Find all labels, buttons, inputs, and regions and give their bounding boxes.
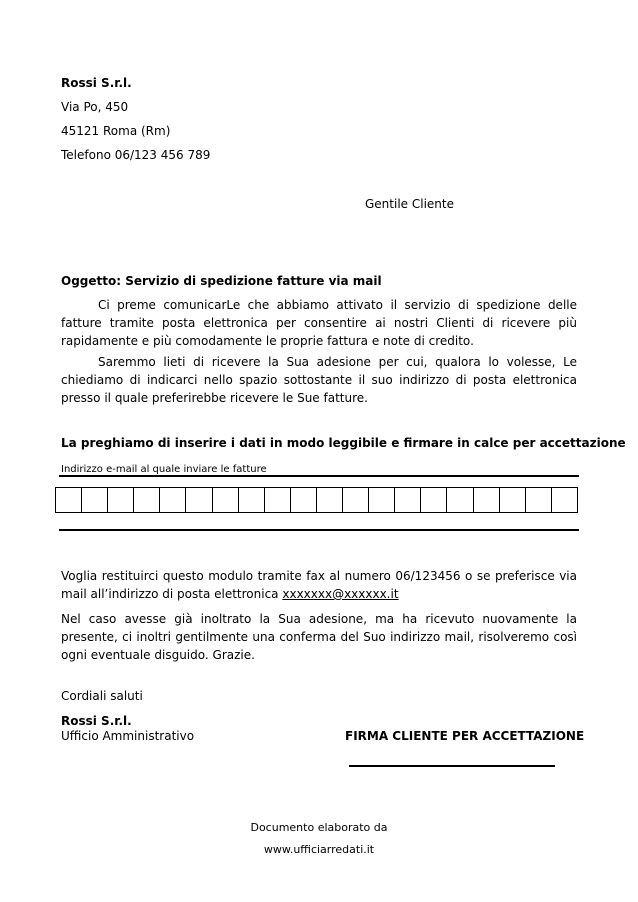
email-character-box[interactable] [500, 488, 526, 512]
email-character-box[interactable] [474, 488, 500, 512]
email-character-box[interactable] [239, 488, 265, 512]
closing-paragraph-2 [61, 610, 577, 664]
sender-company: Rossi S.r.l. [61, 76, 132, 90]
email-character-box[interactable] [82, 488, 108, 512]
recipient-salutation: Gentile Cliente [365, 197, 454, 211]
email-character-box[interactable] [160, 488, 186, 512]
email-field-label: Indirizzo e-mail al quale inviare le fatture [61, 464, 267, 475]
email-label-underline [59, 475, 579, 477]
email-character-box[interactable] [291, 488, 317, 512]
email-character-boxes[interactable] [55, 487, 578, 513]
signature-label: FIRMA CLIENTE PER ACCETTAZIONE [345, 729, 585, 743]
form-instruction: La preghiamo di inserire i dati in modo leggibile e firmare in calce per accettazione [61, 436, 626, 450]
letter-subject: Oggetto: Servizio di spedizione fatture via mail [61, 274, 382, 288]
footer-website[interactable]: www.ufficiarredati.it [263, 843, 375, 856]
email-character-box[interactable] [134, 488, 160, 512]
body-paragraph-1 [61, 296, 577, 350]
closing-paragraph-2-text: Nel caso avesse già inoltrato la Sua adesione, ma ha ricevuto nuovamente la presente, ci inoltri gentilmente una conferma del Suo indirizzo mail, risolveremo così ogni eventuale disguido. Grazie. [61, 612, 577, 662]
email-character-box[interactable] [265, 488, 291, 512]
closing-paragraph-1-text: Voglia restituirci questo modulo tramite fax al numero 06/123456 o se preferisce via mail all’indirizzo di posta elettronica [61, 569, 577, 601]
email-character-box[interactable] [447, 488, 473, 512]
closing-greeting: Cordiali saluti [61, 689, 143, 703]
email-character-box[interactable] [421, 488, 447, 512]
email-character-box[interactable] [108, 488, 134, 512]
email-character-box[interactable] [213, 488, 239, 512]
body-paragraph-2-text: Saremmo lieti di ricevere la Sua adesione per cui, qualora lo volesse, Le chiediamo di indicarci nello spazio sottostante il suo indirizzo di posta elettronica presso il quale preferirebbe ricevere le Sue fatture. [61, 355, 577, 405]
contact-email-link[interactable]: xxxxxxx@xxxxxx.it [282, 587, 399, 601]
closing-paragraph-1 [61, 567, 577, 603]
body-paragraph-2 [61, 353, 577, 407]
email-character-box[interactable] [317, 488, 343, 512]
signer-office: Ufficio Amministrativo [61, 729, 195, 743]
footer-credit: Documento elaborato da [250, 821, 388, 834]
sender-street: Via Po, 450 [61, 100, 129, 114]
email-character-box[interactable] [526, 488, 552, 512]
sender-phone: Telefono 06/123 456 789 [61, 148, 211, 162]
signer-company: Rossi S.r.l. [61, 714, 132, 728]
email-character-box[interactable] [369, 488, 395, 512]
sender-city: 45121 Roma (Rm) [61, 124, 171, 138]
email-character-box[interactable] [552, 488, 577, 512]
signature-line[interactable] [349, 765, 555, 767]
body-paragraph-1-text: Ci preme comunicarLe che abbiamo attivato il servizio di spedizione delle fatture tramite posta elettronica per consentire ai nostri Clienti di ricevere più rapidamente e più comodamente le proprie fattura e note di credito. [61, 298, 577, 348]
email-character-box[interactable] [186, 488, 212, 512]
form-separator-line [59, 529, 579, 531]
email-character-box[interactable] [395, 488, 421, 512]
email-character-box[interactable] [56, 488, 82, 512]
email-character-box[interactable] [343, 488, 369, 512]
